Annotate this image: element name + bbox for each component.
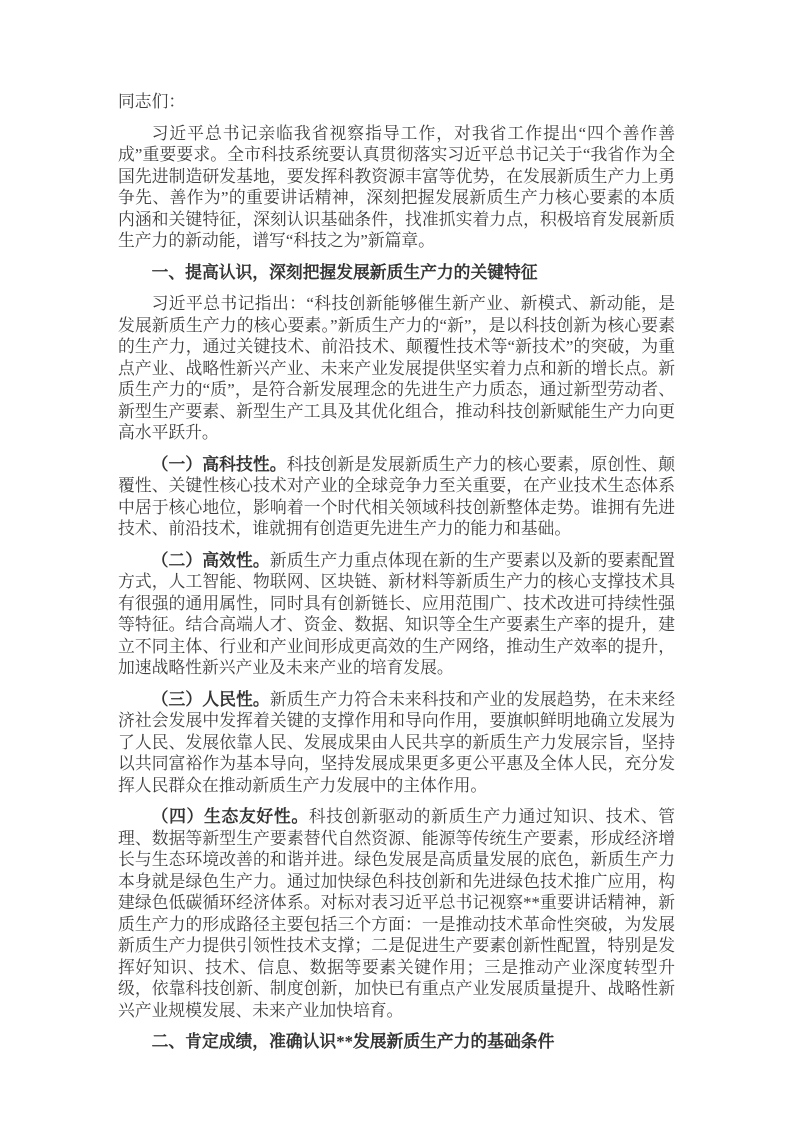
feature-item-people-oriented-body: 新质生产力符合未来科技和产业的发展趋势，在未来经济社会发展中发挥着关键的支撑作用和导向作用，要旗帜鲜明地确立发展为了人民、发展依靠人民、发展成果由人民共享的新质生产力发展宗旨，坚持以共同富裕作为基本导向，坚持发展成果更多更公平惠及全体人民，充分发挥人民群众在推动新质生产力发展中的主体作用。 <box>118 689 675 795</box>
section-1-lead-paragraph: 习近平总书记指出：“科技创新能够催生新产业、新模式、新动能，是发展新质生产力的核心要素。”新质生产力的“新”，是以科技创新为核心要素的生产力，通过关键技术、前沿技术、颠覆性技术等“新技术”的突破，为重点产业、战略性新兴产业、未来产业发展提供坚实着力点和新的增长点。新质生产力的“质”，是符合新发展理念的先进生产力质态，通过新型劳动者、新型生产要素、新型生产工具及其优化组合，推动科技创新赋能生产力向更高水平跃升。 <box>118 294 675 442</box>
feature-item-eco-friendly-lead: （四）生态友好性。 <box>151 807 309 826</box>
feature-item-eco-friendly-body: 科技创新驱动的新质生产力通过知识、技术、管理、数据等新型生产要素替代自然资源、能源等传统生产要素，形成经济增长与生态环境改善的和谐并进。绿色发展是高质量发展的底色，新质生产力本身就是绿色生产力。通过加快绿色科技创新和先进绿色技术推广应用，构建绿色低碳循环经济体系。对标对表习近平总书记视察**重要讲话精神，新质生产力的形成路径主要包括三个方面：一是推动技术革命性突破，为发展新质生产力提供引领性技术支撑；二是促进生产要素创新性配置，特别是发挥好知识、技术、信息、数据等要素关键作用；三是推动产业深度转型升级，依靠科技创新、制度创新，加快已有重点产业发展质量提升、战略性新兴产业规模发展、未来产业加快培育。 <box>118 807 675 1020</box>
feature-item-people-oriented <box>118 689 675 797</box>
salutation: 同志们： <box>118 92 186 111</box>
feature-item-high-tech-body: 科技创新是发展新质生产力的核心要素，原创性、颠覆性、关键性核心技术对产业的全球竞争力至关重要，在产业技术生态体系中居于核心地位，影响着一个时代相关领域科技创新整体走势。谁拥有先进技术、前沿技术，谁就拥有创造更先进生产力的能力和基础。 <box>118 454 675 538</box>
feature-item-people-oriented-lead: （三）人民性。 <box>151 689 270 709</box>
feature-item-high-tech-lead: （一）高科技性。 <box>151 454 287 474</box>
feature-item-high-efficiency-lead: （二）高效性。 <box>151 550 270 570</box>
section-1-heading: 一、提高认识，深刻把握发展新质生产力的关键特征 <box>151 262 538 282</box>
feature-item-high-efficiency-body: 新质生产力重点体现在新的生产要素以及新的要素配置方式，人工智能、物联网、区块链、新材料等新质生产力的核心支撑技术具有很强的通用属性，同时具有创新链长、应用范围广、技术改进可持续性强等特征。结合高端人才、资金、数据、知识等全生产要素生产率的提升，建立不同主体、行业和产业间形成更高效的生产网络，推动生产效率的提升，加速战略性新兴产业及未来产业的培育发展。 <box>118 550 675 677</box>
feature-item-eco-friendly <box>118 806 675 1021</box>
section-2-heading: 二、肯定成绩，准确认识**发展新质生产力的基础条件 <box>151 1032 555 1051</box>
intro-paragraph: 习近平总书记亲临我省视察指导工作，对我省工作提出“四个善作善成”重要要求。全市科技系统要认真贯彻落实习近平总书记关于“我省作为全国先进制造研发基地，要发挥科教资源丰富等优势，在发展新质生产力上勇争先、善作为”的重要讲话精神，深刻把握发展新质生产力核心要素的本质内涵和关键特征，深刻认识基础条件，找准抓实着力点，积极培育发展新质生产力的新动能，谱写“科技之为”新篇章。 <box>118 123 675 250</box>
feature-item-high-efficiency <box>118 550 675 679</box>
feature-item-high-tech <box>118 454 675 540</box>
